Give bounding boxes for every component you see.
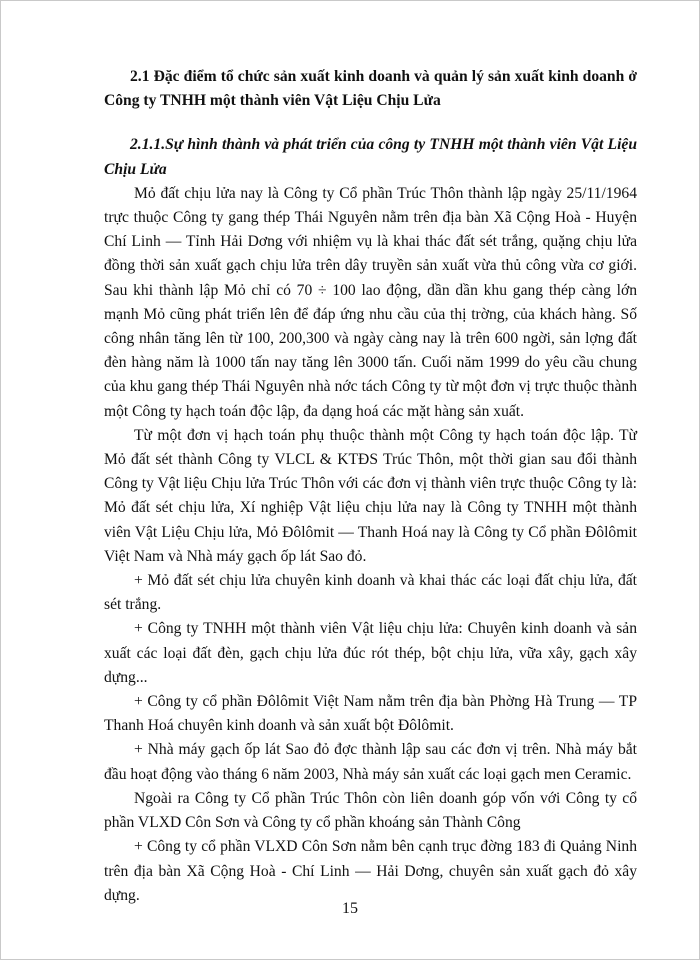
subsection-heading: 2.1.1.Sự hình thành và phát triển của công ty TNHH một thành viên Vật Liệu Chịu Lửa bbox=[104, 136, 637, 178]
paragraph-restructuring: Từ một đơn vị hạch toán phụ thuộc thành một Công ty hạch toán độc lập. Từ Mỏ đất sét thành Công ty VLCL & KTĐS Trúc Thôn, một thời gian sau đổi thành Công ty Vật liệu Chịu lửa Trúc Thôn với các đơn vị thành viên trực thuộc Công ty là: Mỏ đất sét chịu lửa, Xí nghiệp Vật liệu chịu lửa nay là Công ty TNHH một thành viên Vật Liệu Chịu lửa, Mỏ Đôlômit — Thanh Hoá nay là Công ty Cổ phần Đôlômit Việt Nam và Nhà máy gạch ốp lát Sao đỏ. bbox=[104, 426, 637, 565]
section-heading: 2.1 Đặc điểm tổ chức sản xuất kinh doanh và quản lý sản xuất kinh doanh ở Công ty TNHH một thành viên Vật Liệu Chịu Lửa bbox=[104, 68, 637, 110]
list-item-clay-mine: + Mỏ đất sét chịu lửa chuyên kinh doanh và khai thác các loại đất chịu lửa, đất sét trắng. bbox=[104, 572, 637, 614]
paragraph-history: Mỏ đất chịu lửa nay là Công ty Cổ phần Trúc Thôn thành lập ngày 25/11/1964 trực thuộc Công ty gang thép Thái Nguyên nằm trên địa bàn Xã Cộng Hoà - Huyện Chí Linh — Tỉnh Hải Dơng với nhiệm vụ là khai thác đất sét trắng, quặng chịu lửa đồng thời sản xuất gạch chịu lửa trên dây truyền sản xuất vừa thủ công vừa cơ giới. Sau khi thành lập Mỏ chỉ có 70 ÷ 100 lao động, dần dần khu gang thép càng lớn mạnh Mỏ cũng phát triển lên để đáp ứng nhu cầu của thị trờng, của khách hàng. Số công nhân tăng lên từ 100, 200,300 và ngày càng nay là trên 600 ngời, sản lợng đất đèn hàng năm là 1000 tấn nay tăng lên 3000 tấn. Cuối năm 1999 do yêu cầu chung của khu gang thép Thái Nguyên nhà nớc tách Công ty từ một đơn vị trực thuộc thành một Công ty hạch toán độc lập, đa dạng hoá các mặt hàng sản xuất. bbox=[104, 184, 637, 420]
list-item-refractory-company: + Công ty TNHH một thành viên Vật liệu chịu lửa: Chuyên kinh doanh và sản xuất các loại đất đèn, gạch chịu lửa đúc rót thép, bột chịu lửa, vữa xây, gạch xây dựng... bbox=[104, 620, 637, 686]
list-item-con-son: + Công ty cổ phần VLXD Côn Sơn nằm bên cạnh trục đờng 183 đi Quảng Ninh trên địa bàn Xã Cộng Hoà - Chí Linh — Hải Dơng, chuyên sản xuất gạch đỏ xây dựng. bbox=[104, 838, 637, 904]
list-item-tile-factory: + Nhà máy gạch ốp lát Sao đỏ đợc thành lập sau các đơn vị trên. Nhà máy bắt đầu hoạt động vào tháng 6 năm 2003, Nhà máy sản xuất các loại gạch men Ceramic. bbox=[104, 741, 637, 783]
page-content bbox=[104, 65, 637, 908]
list-item-dolomite-company: + Công ty cổ phần Đôlômit Việt Nam nằm trên địa bàn Phờng Hà Trung — TP Thanh Hoá chuyên kinh doanh và sản xuất bột Đôlômit. bbox=[104, 693, 637, 735]
paragraph-joint-ventures: Ngoài ra Công ty Cổ phần Trúc Thôn còn liên doanh góp vốn với Công ty cổ phần VLXD Côn Sơn và Công ty cổ phần khoáng sản Thành Công bbox=[104, 789, 637, 832]
page-number: 15 bbox=[342, 900, 358, 917]
